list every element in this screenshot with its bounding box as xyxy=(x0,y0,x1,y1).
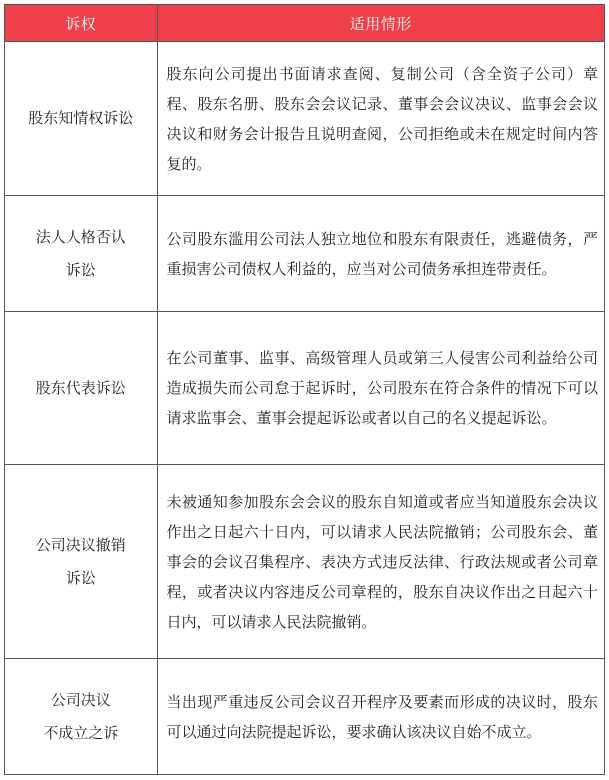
table-row xyxy=(5,659,604,776)
litigation-rights-table xyxy=(5,5,604,775)
table-row xyxy=(5,196,604,312)
header-litigation-right: 诉权 xyxy=(5,5,157,42)
situation-cell: 当出现严重违反公司会议召开程序及要素而形成的决议时，股东可以通过向法院提起诉讼，要求确认该决议自始不成立。 xyxy=(157,659,604,776)
right-name-cell xyxy=(5,42,157,196)
right-name-cell xyxy=(5,465,157,659)
right-name-cell xyxy=(5,196,157,312)
litigation-rights-table-container xyxy=(4,4,605,775)
right-name-line: 诉讼 xyxy=(65,260,96,279)
right-name-line: 股东代表诉讼 xyxy=(35,378,126,397)
right-name-line: 不成立之诉 xyxy=(43,724,119,742)
table-row xyxy=(5,312,604,465)
right-name-line: 公司决议撤销 xyxy=(35,535,126,554)
situation-cell: 公司股东滥用公司法人独立地位和股东有限责任，逃避债务，严重损害公司债权人利益的，应当对公司债务承担连带责任。 xyxy=(157,196,604,312)
right-name-cell xyxy=(5,659,157,776)
situation-cell: 未被通知参加股东会会议的股东自知道或者应当知道股东会决议作出之日起六十日内，可以请求人民法院撤销；公司股东会、董事会的会议召集程序、表决方式违反法律、行政法规或者公司章程，或者决议内容违反公司章程的，股东自决议作出之日起六十日内，可以请求人民法院撤销。 xyxy=(157,465,604,659)
situation-cell: 股东向公司提出书面请求查阅、复制公司（含全资子公司）章程、股东名册、股东会会议记录、董事会会议决议、监事会会议决议和财务会计报告且说明查阅，公司拒绝或未在规定时间内答复的。 xyxy=(157,42,604,196)
right-name-line: 公司决议 xyxy=(50,691,111,709)
right-name-line: 法人人格否认 xyxy=(35,227,126,246)
table-header-row xyxy=(5,5,604,42)
right-name-cell xyxy=(5,312,157,465)
situation-cell: 在公司董事、监事、高级管理人员或第三人侵害公司利益给公司造成损失而公司怠于起诉时，公司股东在符合条件的情况下可以请求监事会、董事会提起诉讼或者以自己的名义提起诉讼。 xyxy=(157,312,604,465)
table-row xyxy=(5,42,604,196)
right-name-line: 诉讼 xyxy=(65,568,96,587)
table-row xyxy=(5,465,604,659)
right-name-line: 股东知情权诉讼 xyxy=(28,109,134,127)
header-applicable-situation: 适用情形 xyxy=(157,5,604,42)
